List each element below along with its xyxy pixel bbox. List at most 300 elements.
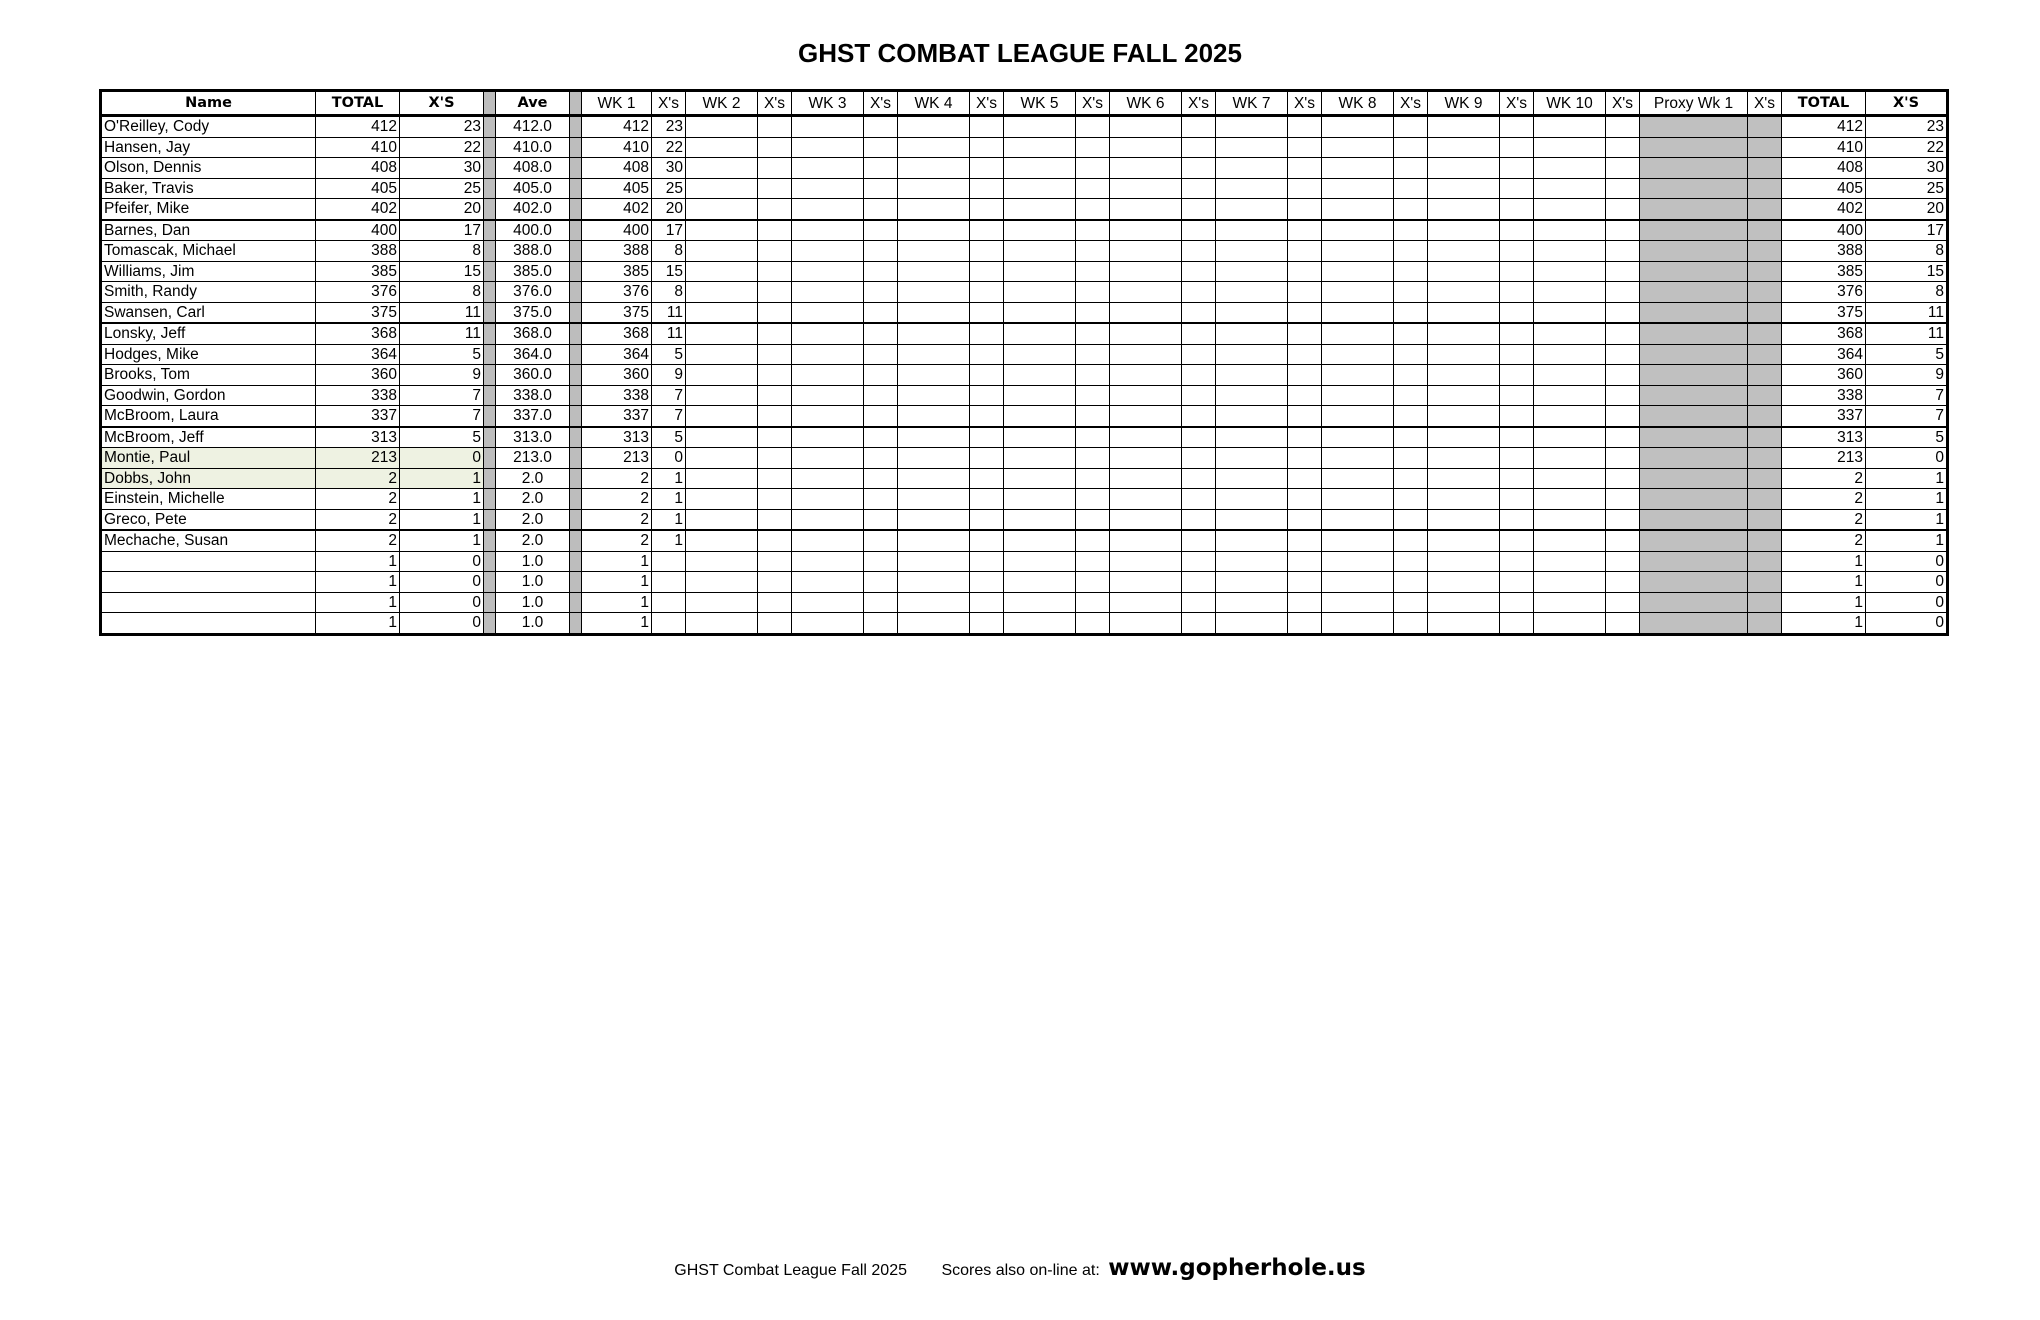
cell-wk4-xs [970,220,1004,241]
cell-wk6 [1110,509,1182,530]
cell-wk4-xs [970,448,1004,469]
cell-wk9 [1428,344,1500,365]
cell-wk8-xs [1394,178,1428,199]
cell-wk2 [686,199,758,220]
cell-xs: 1 [400,489,484,510]
cell-total-2: 2 [1782,489,1866,510]
cell-wk3-xs [864,385,898,406]
cell-wk5 [1004,178,1076,199]
cell-wk5-xs [1076,468,1110,489]
cell-wk5 [1004,344,1076,365]
cell-wk2 [686,365,758,386]
cell-wk5 [1004,323,1076,344]
cell-wk10-xs [1606,468,1640,489]
cell-wk7-xs [1288,241,1322,262]
cell-wk5 [1004,468,1076,489]
cell-wk6 [1110,220,1182,241]
cell-xs-2: 11 [1866,302,1948,323]
cell-wk6-xs [1182,448,1216,469]
cell-ave: 2.0 [496,468,570,489]
cell-wk7-xs [1288,613,1322,635]
cell-wk7 [1216,344,1288,365]
cell-wk9 [1428,385,1500,406]
cell-wk4-xs [970,551,1004,572]
header-week-3: WK 3 [792,91,864,116]
cell-separator [484,199,496,220]
cell-ave: 405.0 [496,178,570,199]
cell-wk7 [1216,137,1288,158]
cell-separator [484,178,496,199]
cell-wk4-xs [970,344,1004,365]
cell-wk6-xs [1182,323,1216,344]
cell-wk10-xs [1606,282,1640,303]
cell-separator [570,261,582,282]
cell-wk4-xs [970,302,1004,323]
cell-wk8-xs [1394,509,1428,530]
cell-total: 1 [316,551,400,572]
cell-wk4 [898,365,970,386]
cell-xs: 1 [400,468,484,489]
cell-wk4-xs [970,613,1004,635]
cell-name: Montie, Paul [101,448,316,469]
cell-wk3-xs [864,468,898,489]
cell-wk4 [898,158,970,179]
cell-wk4-xs [970,509,1004,530]
cell-wk10-xs [1606,572,1640,593]
cell-wk6-xs [1182,509,1216,530]
cell-proxy [1640,530,1748,551]
cell-proxy-xs [1748,613,1782,635]
cell-wk1-xs: 5 [652,427,686,448]
cell-wk5-xs [1076,302,1110,323]
cell-total: 388 [316,241,400,262]
cell-wk1-xs: 7 [652,406,686,427]
cell-wk7 [1216,116,1288,138]
cell-wk4 [898,448,970,469]
cell-wk2-xs [758,530,792,551]
cell-wk1-xs [652,592,686,613]
table-row [101,530,1948,551]
cell-total-2: 1 [1782,551,1866,572]
cell-wk7-xs [1288,137,1322,158]
cell-ave: 410.0 [496,137,570,158]
cell-separator [484,116,496,138]
cell-wk6-xs [1182,385,1216,406]
cell-name: Baker, Travis [101,178,316,199]
cell-wk9 [1428,489,1500,510]
cell-wk7-xs [1288,344,1322,365]
table-row [101,220,1948,241]
cell-wk2-xs [758,261,792,282]
cell-wk10 [1534,592,1606,613]
cell-wk2 [686,137,758,158]
cell-wk1: 408 [582,158,652,179]
cell-total-2: 385 [1782,261,1866,282]
cell-proxy [1640,406,1748,427]
cell-wk8-xs [1394,427,1428,448]
cell-wk5-xs [1076,282,1110,303]
cell-wk5 [1004,572,1076,593]
cell-xs-2: 0 [1866,448,1948,469]
cell-wk7 [1216,158,1288,179]
cell-wk9-xs [1500,261,1534,282]
cell-proxy [1640,323,1748,344]
cell-xs: 0 [400,613,484,635]
cell-wk3-xs [864,199,898,220]
cell-wk10 [1534,468,1606,489]
cell-ave: 1.0 [496,613,570,635]
header-week-1: WK 1 [582,91,652,116]
cell-xs-2: 9 [1866,365,1948,386]
cell-ave: 364.0 [496,344,570,365]
cell-separator [570,427,582,448]
cell-wk9 [1428,116,1500,138]
cell-xs: 20 [400,199,484,220]
cell-wk9 [1428,241,1500,262]
cell-wk1: 412 [582,116,652,138]
cell-wk5 [1004,137,1076,158]
cell-wk9-xs [1500,448,1534,469]
cell-proxy [1640,344,1748,365]
cell-wk5-xs [1076,551,1110,572]
cell-wk5-xs [1076,572,1110,593]
cell-wk7 [1216,551,1288,572]
cell-wk4 [898,323,970,344]
cell-wk1-xs: 1 [652,530,686,551]
cell-wk8-xs [1394,241,1428,262]
cell-separator [570,323,582,344]
cell-wk9-xs [1500,489,1534,510]
cell-separator [484,241,496,262]
cell-proxy-xs [1748,489,1782,510]
cell-wk7-xs [1288,530,1322,551]
table-row [101,323,1948,344]
cell-wk7-xs [1288,509,1322,530]
header-week-4: WK 4 [898,91,970,116]
cell-wk6 [1110,427,1182,448]
cell-wk9-xs [1500,427,1534,448]
cell-wk8 [1322,178,1394,199]
cell-wk8-xs [1394,261,1428,282]
table-row [101,178,1948,199]
cell-wk9 [1428,551,1500,572]
cell-name: McBroom, Laura [101,406,316,427]
cell-wk3 [792,178,864,199]
cell-wk7 [1216,178,1288,199]
cell-wk8 [1322,572,1394,593]
cell-wk5 [1004,365,1076,386]
cell-separator [484,323,496,344]
footer-url[interactable]: www.gopherhole.us [1108,1255,1366,1281]
cell-wk7 [1216,282,1288,303]
cell-wk1: 1 [582,613,652,635]
cell-wk5-xs [1076,241,1110,262]
cell-wk1-xs: 8 [652,282,686,303]
cell-xs-2: 25 [1866,178,1948,199]
cell-proxy-xs [1748,241,1782,262]
cell-wk9-xs [1500,365,1534,386]
cell-wk9-xs [1500,302,1534,323]
cell-proxy [1640,261,1748,282]
cell-wk4-xs [970,592,1004,613]
cell-wk10-xs [1606,509,1640,530]
cell-wk2-xs [758,241,792,262]
cell-wk10-xs [1606,199,1640,220]
cell-wk3 [792,530,864,551]
cell-wk9-xs [1500,613,1534,635]
cell-wk9 [1428,302,1500,323]
cell-wk6-xs [1182,530,1216,551]
cell-wk7-xs [1288,116,1322,138]
cell-xs: 11 [400,302,484,323]
cell-wk8-xs [1394,365,1428,386]
footer-online-label: Scores also on-line at: [941,1262,1100,1279]
cell-wk7-xs [1288,178,1322,199]
cell-total-2: 360 [1782,365,1866,386]
cell-proxy-xs [1748,365,1782,386]
cell-total-2: 376 [1782,282,1866,303]
cell-wk7 [1216,427,1288,448]
cell-xs: 1 [400,509,484,530]
cell-ave: 2.0 [496,509,570,530]
cell-wk3 [792,199,864,220]
cell-wk10-xs [1606,323,1640,344]
cell-wk5-xs [1076,427,1110,448]
cell-wk4 [898,551,970,572]
cell-wk9 [1428,365,1500,386]
cell-wk3-xs [864,220,898,241]
cell-wk2 [686,613,758,635]
cell-wk1-xs: 1 [652,468,686,489]
cell-separator [484,302,496,323]
cell-wk10-xs [1606,489,1640,510]
cell-wk2 [686,572,758,593]
cell-wk8-xs [1394,551,1428,572]
cell-wk4-xs [970,572,1004,593]
cell-wk1-xs [652,572,686,593]
cell-wk1: 338 [582,385,652,406]
table-row [101,116,1948,138]
cell-wk6 [1110,613,1182,635]
cell-wk8-xs [1394,282,1428,303]
cell-wk9-xs [1500,385,1534,406]
cell-wk8-xs [1394,592,1428,613]
cell-wk8-xs [1394,137,1428,158]
cell-wk9-xs [1500,220,1534,241]
cell-wk5-xs [1076,365,1110,386]
cell-wk1: 213 [582,448,652,469]
header-separator [484,91,496,116]
cell-wk7-xs [1288,158,1322,179]
cell-wk3-xs [864,158,898,179]
cell-wk10 [1534,613,1606,635]
cell-name: Goodwin, Gordon [101,385,316,406]
cell-wk4 [898,592,970,613]
cell-ave: 402.0 [496,199,570,220]
header-week-10: WK 10 [1534,91,1606,116]
cell-total: 400 [316,220,400,241]
cell-wk5 [1004,220,1076,241]
cell-wk7-xs [1288,385,1322,406]
cell-wk9-xs [1500,530,1534,551]
cell-wk8 [1322,137,1394,158]
header-week-xs-1: X's [652,91,686,116]
cell-wk2-xs [758,509,792,530]
cell-wk1: 405 [582,178,652,199]
cell-wk2-xs [758,448,792,469]
cell-ave: 375.0 [496,302,570,323]
cell-wk10-xs [1606,613,1640,635]
cell-ave: 376.0 [496,282,570,303]
cell-wk7 [1216,261,1288,282]
header-total: TOTAL [316,91,400,116]
table-row [101,137,1948,158]
cell-wk10 [1534,509,1606,530]
cell-proxy-xs [1748,199,1782,220]
cell-proxy [1640,572,1748,593]
cell-proxy-xs [1748,344,1782,365]
cell-wk3 [792,302,864,323]
cell-wk2 [686,448,758,469]
cell-wk6 [1110,468,1182,489]
cell-xs-2: 22 [1866,137,1948,158]
cell-wk1: 360 [582,365,652,386]
cell-wk9-xs [1500,509,1534,530]
cell-xs: 0 [400,448,484,469]
cell-wk8 [1322,282,1394,303]
cell-wk3 [792,509,864,530]
cell-wk8-xs [1394,572,1428,593]
cell-wk5 [1004,592,1076,613]
cell-wk9 [1428,530,1500,551]
cell-wk6-xs [1182,199,1216,220]
cell-ave: 368.0 [496,323,570,344]
cell-proxy [1640,116,1748,138]
cell-total-2: 368 [1782,323,1866,344]
cell-xs: 30 [400,158,484,179]
cell-wk2 [686,489,758,510]
cell-xs-2: 1 [1866,509,1948,530]
cell-wk2-xs [758,323,792,344]
cell-total: 410 [316,137,400,158]
cell-wk3 [792,427,864,448]
cell-total: 2 [316,468,400,489]
cell-wk3 [792,282,864,303]
cell-wk4-xs [970,261,1004,282]
cell-wk6 [1110,158,1182,179]
cell-separator [570,365,582,386]
cell-wk4-xs [970,468,1004,489]
cell-wk6-xs [1182,261,1216,282]
cell-wk10-xs [1606,427,1640,448]
cell-wk10 [1534,282,1606,303]
cell-separator [484,448,496,469]
cell-wk1: 313 [582,427,652,448]
cell-wk10-xs [1606,530,1640,551]
cell-wk9-xs [1500,468,1534,489]
cell-separator [570,551,582,572]
cell-wk10 [1534,572,1606,593]
cell-total-2: 338 [1782,385,1866,406]
cell-wk10 [1534,530,1606,551]
cell-wk7-xs [1288,220,1322,241]
cell-wk4 [898,116,970,138]
cell-wk7 [1216,613,1288,635]
cell-ave: 360.0 [496,365,570,386]
cell-wk8-xs [1394,613,1428,635]
cell-wk3 [792,344,864,365]
cell-wk1: 400 [582,220,652,241]
cell-wk5-xs [1076,406,1110,427]
cell-wk9 [1428,282,1500,303]
cell-total-2: 375 [1782,302,1866,323]
cell-wk1-xs: 7 [652,385,686,406]
cell-wk4 [898,282,970,303]
header-xs-2: X'S [1866,91,1948,116]
cell-wk3 [792,116,864,138]
cell-separator [570,489,582,510]
cell-wk2-xs [758,427,792,448]
cell-wk9-xs [1500,158,1534,179]
cell-wk9-xs [1500,592,1534,613]
cell-wk9-xs [1500,199,1534,220]
cell-total-2: 410 [1782,137,1866,158]
cell-wk3 [792,323,864,344]
cell-wk1-xs: 0 [652,448,686,469]
cell-wk7-xs [1288,592,1322,613]
cell-wk7 [1216,572,1288,593]
cell-total: 402 [316,199,400,220]
cell-wk1-xs: 5 [652,344,686,365]
cell-wk4 [898,302,970,323]
cell-wk2-xs [758,344,792,365]
cell-wk8-xs [1394,468,1428,489]
cell-wk6-xs [1182,137,1216,158]
cell-wk10 [1534,448,1606,469]
cell-name: Einstein, Michelle [101,489,316,510]
cell-name: Hodges, Mike [101,344,316,365]
cell-proxy [1640,241,1748,262]
cell-wk4-xs [970,385,1004,406]
cell-total: 337 [316,406,400,427]
cell-proxy [1640,178,1748,199]
header-week-6: WK 6 [1110,91,1182,116]
cell-wk3 [792,613,864,635]
cell-wk2 [686,530,758,551]
cell-total: 338 [316,385,400,406]
cell-wk2 [686,282,758,303]
cell-wk5-xs [1076,344,1110,365]
cell-wk10-xs [1606,365,1640,386]
cell-wk3 [792,551,864,572]
cell-wk4 [898,137,970,158]
cell-wk4 [898,468,970,489]
cell-wk7 [1216,323,1288,344]
cell-wk7-xs [1288,261,1322,282]
cell-wk3-xs [864,572,898,593]
cell-wk6 [1110,344,1182,365]
cell-wk2 [686,178,758,199]
header-proxy: Proxy Wk 1 [1640,91,1748,116]
cell-ave: 400.0 [496,220,570,241]
cell-separator [570,530,582,551]
cell-wk8-xs [1394,116,1428,138]
cell-wk10 [1534,199,1606,220]
header-week-xs-6: X's [1182,91,1216,116]
cell-wk4 [898,220,970,241]
cell-wk9 [1428,509,1500,530]
cell-wk3 [792,137,864,158]
